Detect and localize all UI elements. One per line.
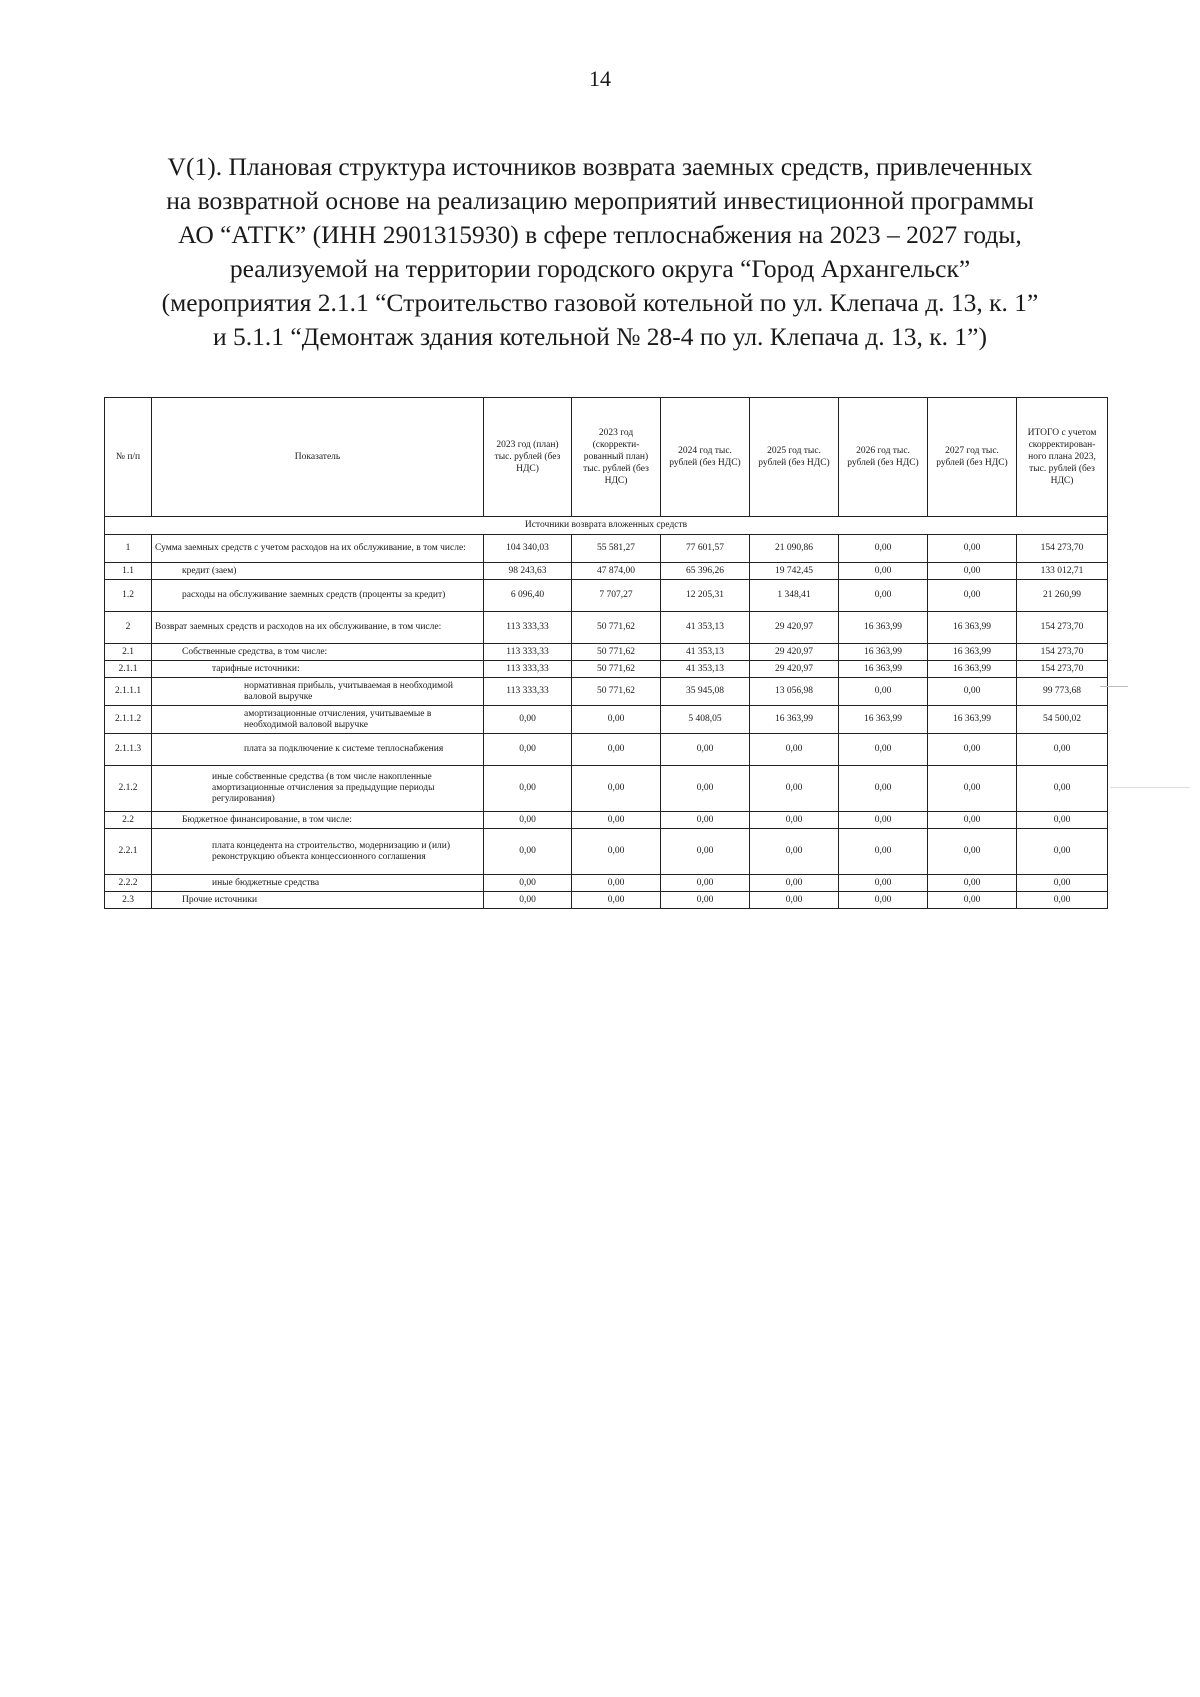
row-value: 12 205,31	[661, 580, 750, 612]
row-value: 0,00	[1017, 892, 1108, 909]
row-name: плата концедента на строительство, модернизацию и (или) реконструкцию объекта концессионного соглашения	[152, 829, 484, 875]
title-line: на возвратной основе на реализацию мероприятий инвестиционной программы	[166, 186, 1034, 215]
row-value: 113 333,33	[484, 612, 572, 644]
table-row	[105, 892, 1108, 909]
row-value: 16 363,99	[839, 644, 928, 661]
row-value: 0,00	[572, 734, 661, 766]
row-value: 41 353,13	[661, 661, 750, 678]
row-value: 154 273,70	[1017, 661, 1108, 678]
row-value: 0,00	[750, 829, 839, 875]
row-value: 0,00	[839, 734, 928, 766]
section-row	[105, 517, 1108, 535]
row-value: 0,00	[1017, 829, 1108, 875]
row-value: 0,00	[661, 812, 750, 829]
row-value: 65 396,26	[661, 563, 750, 580]
row-value: 41 353,13	[661, 644, 750, 661]
row-value: 0,00	[572, 766, 661, 812]
row-value: 0,00	[839, 678, 928, 706]
title-line: и 5.1.1 “Демонтаж здания котельной № 28-4 по ул. Клепача д. 13, к. 1”)	[213, 322, 987, 351]
row-value: 29 420,97	[750, 644, 839, 661]
table-row	[105, 766, 1108, 812]
row-value: 35 945,08	[661, 678, 750, 706]
table-row	[105, 706, 1108, 734]
row-value: 21 260,99	[1017, 580, 1108, 612]
title-line: АО “АТГК” (ИНН 2901315930) в сфере теплоснабжения на 2023 – 2027 годы,	[178, 220, 1022, 249]
row-name: иные собственные средства (в том числе накопленные амортизационные отчисления за предыдущие периоды регулирования)	[152, 766, 484, 812]
row-name: нормативная прибыль, учитываемая в необходимой валовой выручке	[152, 678, 484, 706]
row-value: 0,00	[572, 892, 661, 909]
table-row	[105, 612, 1108, 644]
row-num: 2	[105, 612, 152, 644]
row-value: 0,00	[839, 875, 928, 892]
row-name: тарифные источники:	[152, 661, 484, 678]
row-value: 154 273,70	[1017, 644, 1108, 661]
row-value: 50 771,62	[572, 678, 661, 706]
row-num: 1.1	[105, 563, 152, 580]
row-value: 16 363,99	[928, 644, 1017, 661]
row-value: 0,00	[572, 706, 661, 734]
scan-artifact	[1110, 787, 1190, 788]
row-name: кредит (заем)	[152, 563, 484, 580]
row-value: 0,00	[572, 875, 661, 892]
row-value: 47 874,00	[572, 563, 661, 580]
header-total: ИТОГО с учетом скорректирован-ного плана 2023, тыс. рублей (без НДС)	[1017, 398, 1108, 517]
title-line: V(1). Плановая структура источников возврата заемных средств, привлеченных	[167, 152, 1033, 181]
row-num: 2.3	[105, 892, 152, 909]
row-value: 41 353,13	[661, 612, 750, 644]
row-value: 0,00	[484, 766, 572, 812]
table-header-row	[105, 398, 1108, 517]
row-value: 0,00	[750, 766, 839, 812]
row-value: 19 742,45	[750, 563, 839, 580]
row-value: 55 581,27	[572, 535, 661, 563]
table-row	[105, 875, 1108, 892]
row-num: 2.2.1	[105, 829, 152, 875]
row-num: 2.2.2	[105, 875, 152, 892]
row-name: Бюджетное финансирование, в том числе:	[152, 812, 484, 829]
header-num: № п/п	[105, 398, 152, 517]
table-row	[105, 661, 1108, 678]
row-value: 16 363,99	[928, 612, 1017, 644]
row-value: 0,00	[928, 892, 1017, 909]
table-row	[105, 829, 1108, 875]
row-value: 1 348,41	[750, 580, 839, 612]
row-name: иные бюджетные средства	[152, 875, 484, 892]
header-2026: 2026 год тыс. рублей (без НДС)	[839, 398, 928, 517]
row-value: 0,00	[661, 829, 750, 875]
row-value: 77 601,57	[661, 535, 750, 563]
header-2024: 2024 год тыс. рублей (без НДС)	[661, 398, 750, 517]
row-value: 16 363,99	[839, 612, 928, 644]
row-value: 0,00	[839, 812, 928, 829]
row-value: 0,00	[484, 734, 572, 766]
row-value: 7 707,27	[572, 580, 661, 612]
row-name: Сумма заемных средств с учетом расходов на их обслуживание, в том числе:	[152, 535, 484, 563]
header-2023-plan: 2023 год (план) тыс. рублей (без НДС)	[484, 398, 572, 517]
row-value: 50 771,62	[572, 644, 661, 661]
row-value: 6 096,40	[484, 580, 572, 612]
row-value: 0,00	[839, 829, 928, 875]
row-value: 5 408,05	[661, 706, 750, 734]
row-value: 113 333,33	[484, 644, 572, 661]
row-value: 0,00	[750, 812, 839, 829]
row-value: 0,00	[928, 535, 1017, 563]
row-name: плата за подключение к системе теплоснабжения	[152, 734, 484, 766]
row-value: 104 340,03	[484, 535, 572, 563]
row-value: 0,00	[928, 812, 1017, 829]
row-value: 99 773,68	[1017, 678, 1108, 706]
row-num: 2.1.1.1	[105, 678, 152, 706]
row-value: 21 090,86	[750, 535, 839, 563]
row-value: 0,00	[928, 829, 1017, 875]
row-value: 154 273,70	[1017, 535, 1108, 563]
row-value: 0,00	[661, 766, 750, 812]
row-value: 50 771,62	[572, 612, 661, 644]
row-value: 98 243,63	[484, 563, 572, 580]
row-num: 2.1	[105, 644, 152, 661]
row-value: 0,00	[750, 875, 839, 892]
row-value: 29 420,97	[750, 661, 839, 678]
row-value: 0,00	[839, 535, 928, 563]
header-2025: 2025 год тыс. рублей (без НДС)	[750, 398, 839, 517]
row-value: 0,00	[928, 580, 1017, 612]
title-line: (мероприятия 2.1.1 “Строительство газовой котельной по ул. Клепача д. 13, к. 1”	[161, 288, 1039, 317]
row-value: 0,00	[661, 734, 750, 766]
row-value: 0,00	[1017, 812, 1108, 829]
row-value: 16 363,99	[750, 706, 839, 734]
row-value: 0,00	[928, 766, 1017, 812]
row-value: 154 273,70	[1017, 612, 1108, 644]
document-title	[100, 150, 1100, 354]
row-num: 2.1.1	[105, 661, 152, 678]
row-name: Возврат заемных средств и расходов на их обслуживание, в том числе:	[152, 612, 484, 644]
row-value: 0,00	[484, 829, 572, 875]
row-value: 0,00	[484, 875, 572, 892]
row-value: 0,00	[928, 563, 1017, 580]
row-value: 29 420,97	[750, 612, 839, 644]
row-num: 2.1.2	[105, 766, 152, 812]
row-num: 1	[105, 535, 152, 563]
row-value: 54 500,02	[1017, 706, 1108, 734]
row-name: амортизационные отчисления, учитываемые в необходимой валовой выручке	[152, 706, 484, 734]
table-row	[105, 563, 1108, 580]
header-indicator: Показатель	[152, 398, 484, 517]
funding-sources-table	[104, 397, 1108, 909]
row-value: 0,00	[484, 812, 572, 829]
row-value: 0,00	[661, 892, 750, 909]
row-value: 16 363,99	[839, 661, 928, 678]
row-value: 0,00	[572, 829, 661, 875]
row-value: 0,00	[928, 678, 1017, 706]
row-value: 0,00	[928, 734, 1017, 766]
section-title: Источники возврата вложенных средств	[105, 517, 1108, 535]
row-name: расходы на обслуживание заемных средств (проценты за кредит)	[152, 580, 484, 612]
table-row	[105, 580, 1108, 612]
row-value: 133 012,71	[1017, 563, 1108, 580]
row-value: 0,00	[839, 580, 928, 612]
row-value: 0,00	[928, 875, 1017, 892]
row-value: 0,00	[1017, 875, 1108, 892]
row-num: 1.2	[105, 580, 152, 612]
row-value: 0,00	[572, 812, 661, 829]
row-value: 0,00	[1017, 766, 1108, 812]
row-value: 16 363,99	[839, 706, 928, 734]
table-row	[105, 535, 1108, 563]
title-line: реализуемой на территории городского округа “Город Архангельск”	[229, 254, 971, 283]
row-value: 0,00	[1017, 734, 1108, 766]
header-2027: 2027 год тыс. рублей (без НДС)	[928, 398, 1017, 517]
row-value: 113 333,33	[484, 678, 572, 706]
row-value: 16 363,99	[928, 661, 1017, 678]
row-value: 0,00	[661, 875, 750, 892]
row-name: Прочие источники	[152, 892, 484, 909]
row-value: 0,00	[484, 706, 572, 734]
row-num: 2.1.1.3	[105, 734, 152, 766]
row-value: 0,00	[484, 892, 572, 909]
row-value: 50 771,62	[572, 661, 661, 678]
row-value: 0,00	[839, 766, 928, 812]
row-value: 13 056,98	[750, 678, 839, 706]
table-row	[105, 734, 1108, 766]
table-row	[105, 812, 1108, 829]
row-value: 0,00	[839, 892, 928, 909]
row-value: 16 363,99	[928, 706, 1017, 734]
table-row	[105, 644, 1108, 661]
page-number: 14	[589, 66, 611, 91]
row-value: 0,00	[839, 563, 928, 580]
row-value: 0,00	[750, 734, 839, 766]
row-value: 0,00	[750, 892, 839, 909]
row-name: Собственные средства, в том числе:	[152, 644, 484, 661]
table-row	[105, 678, 1108, 706]
row-value: 113 333,33	[484, 661, 572, 678]
row-num: 2.2	[105, 812, 152, 829]
row-num: 2.1.1.2	[105, 706, 152, 734]
header-2023-adjusted: 2023 год (скорректи-рованный план) тыс. рублей (без НДС)	[572, 398, 661, 517]
scan-artifact	[1100, 686, 1128, 687]
